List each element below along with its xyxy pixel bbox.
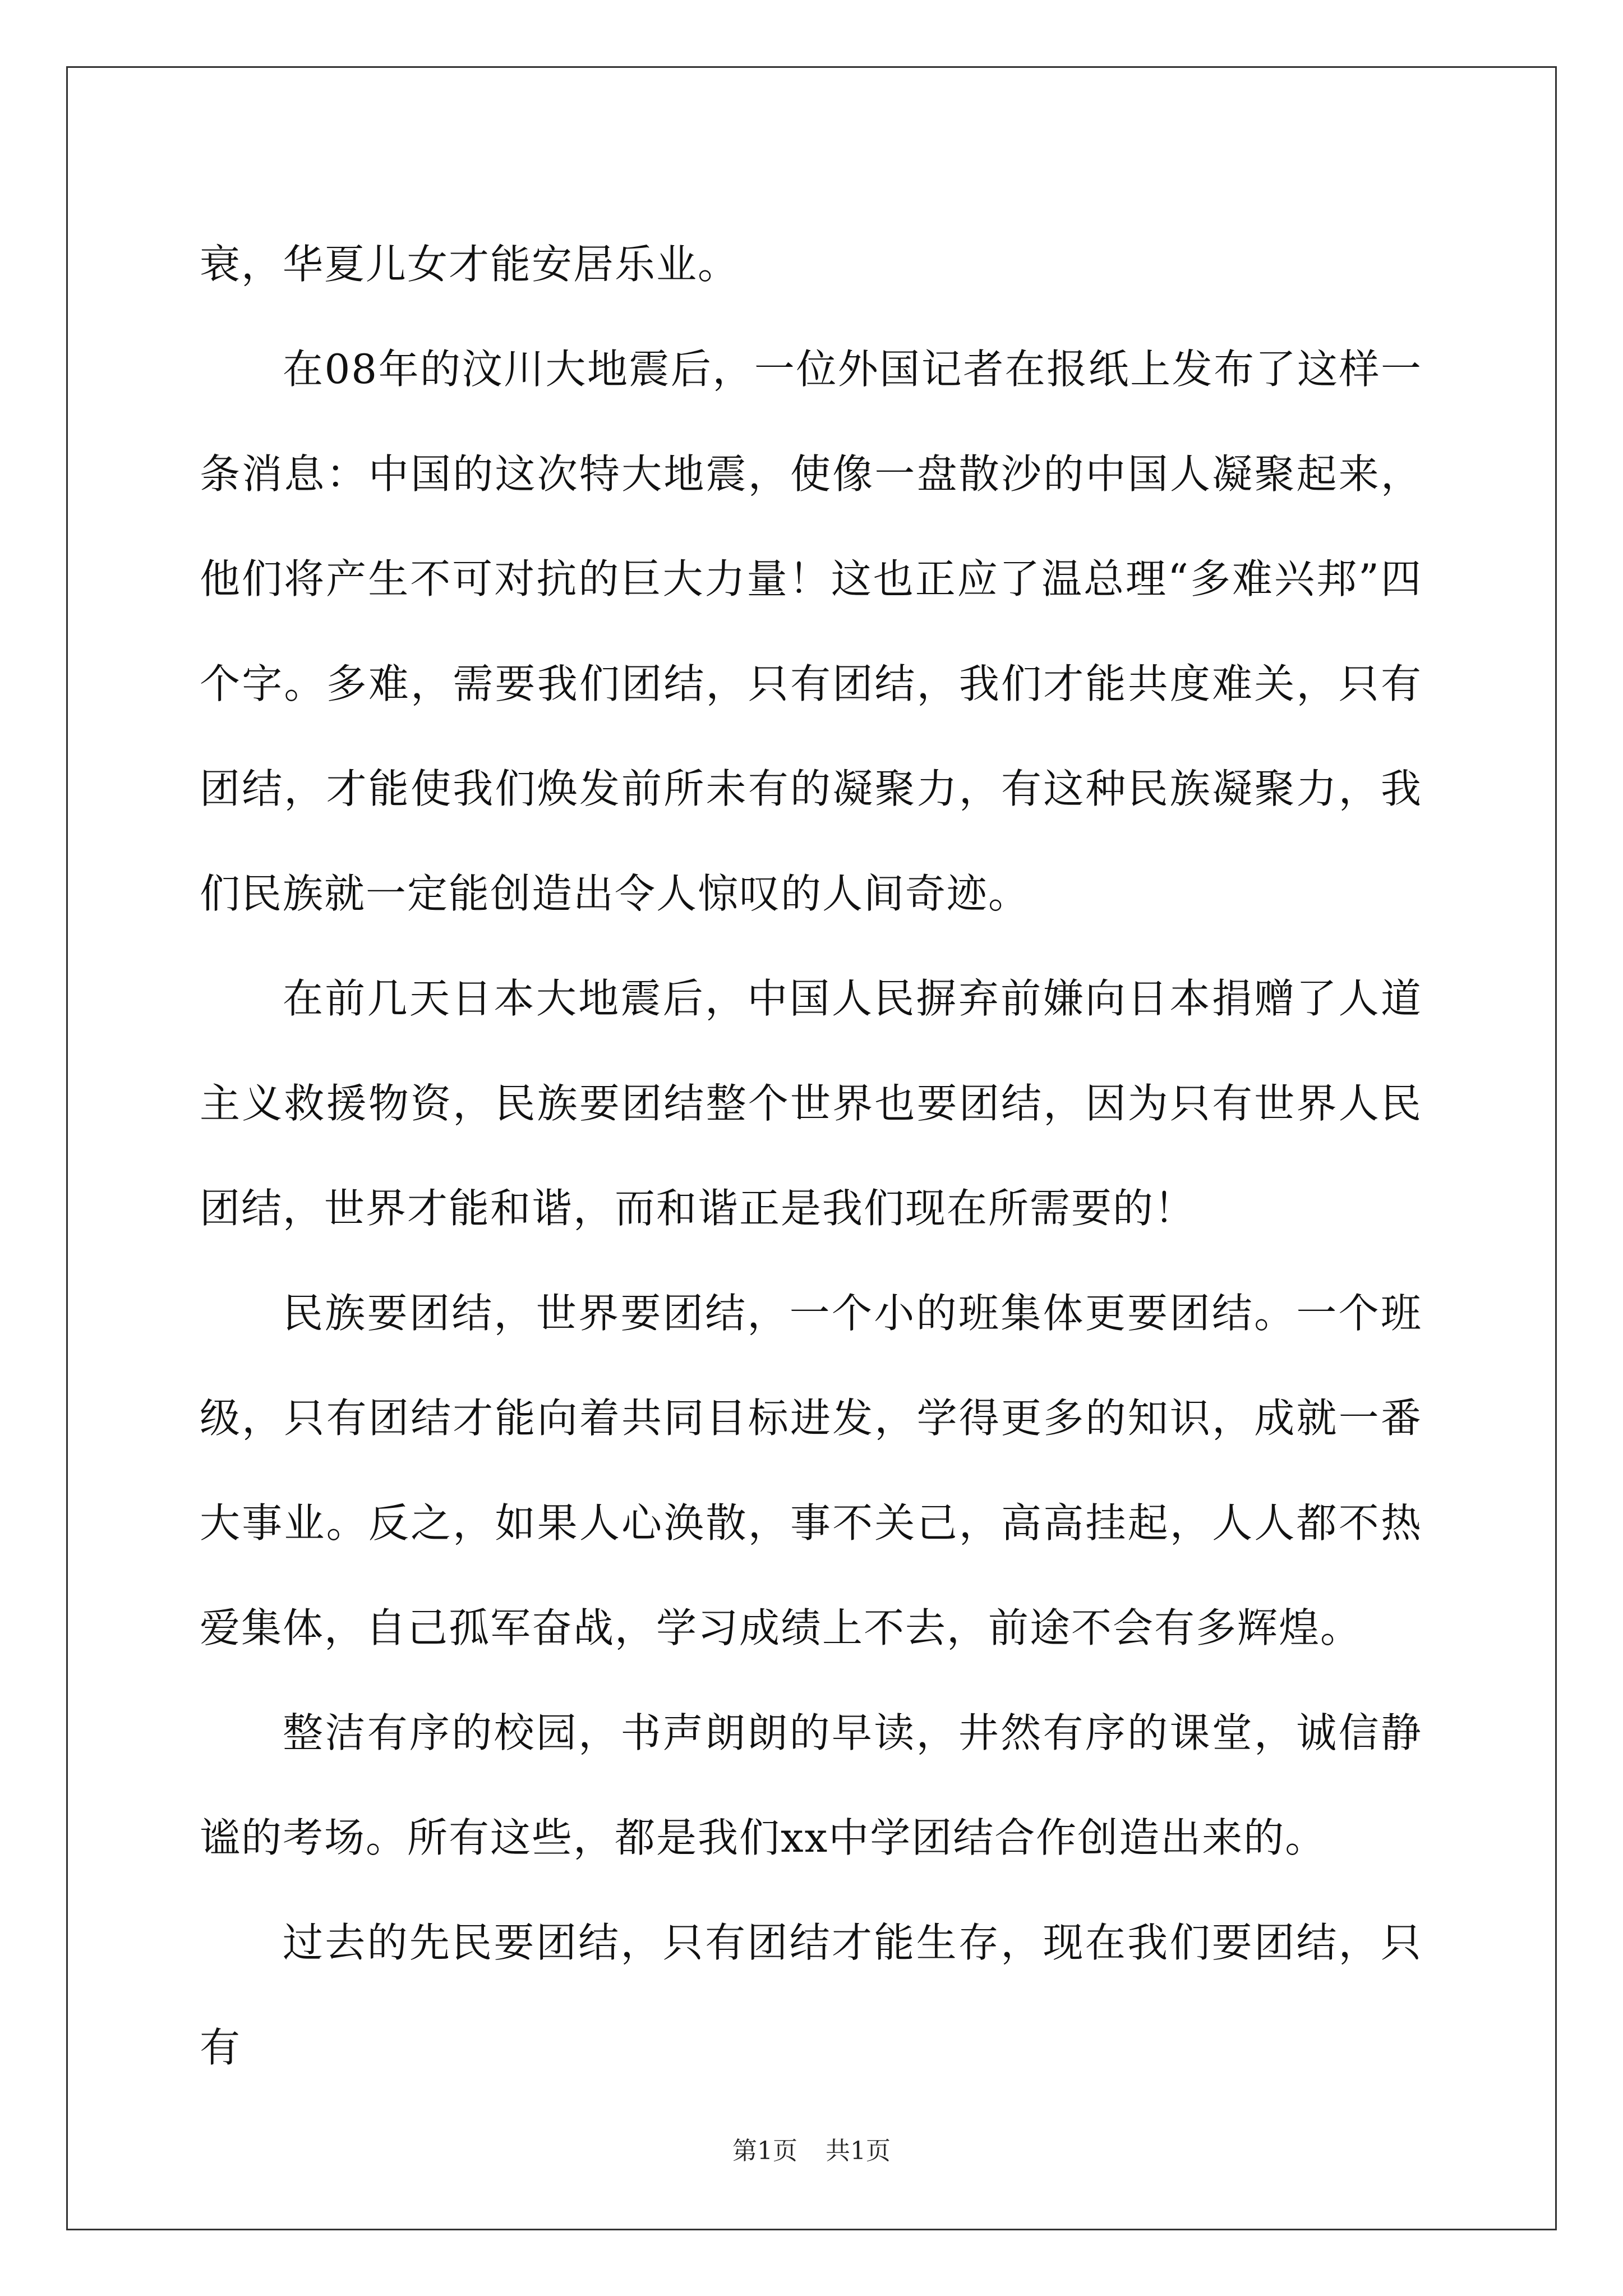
page-footer	[0, 2134, 1623, 2168]
paragraph: 衰，华夏儿女才能安居乐业。	[200, 241, 740, 288]
paragraph: 整洁有序的校园，书声朗朗的早读，井然有序的课堂，诚信静谧的考场。所有这些，都是我们xx中学团结合作创造出来的。	[200, 1709, 1422, 1861]
paragraph: 在前几天日本大地震后，中国人民摒弃前嫌向日本捐赠了人道主义救援物资，民族要团结整个世界也要团结，因为只有世界人民团结，世界才能和谐，而和谐正是我们现在所需要的！	[200, 975, 1422, 1232]
paragraph: 民族要团结，世界要团结，一个小的班集体更要团结。一个班级，只有团结才能向着共同目标进发，学得更多的知识，成就一番大事业。反之，如果人心涣散，事不关己，高高挂起，人人都不热爱集体，自己孤军奋战，学习成绩上不去，前途不会有多辉煌。	[200, 1290, 1422, 1651]
document-body	[200, 212, 1422, 2100]
paragraph: 在08年的汶川大地震后，一位外国记者在报纸上发布了这样一条消息：中国的这次特大地震，使像一盘散沙的中国人凝聚起来，他们将产生不可对抗的巨大力量！这也正应了温总理“多难兴邦”四个字。多难，需要我们团结，只有团结，我们才能共度难关，只有团结，才能使我们焕发前所未有的凝聚力，有这种民族凝聚力，我们民族就一定能创造出令人惊叹的人间奇迹。	[200, 346, 1422, 917]
paragraph: 过去的先民要团结，只有团结才能生存，现在我们要团结，只有	[200, 1919, 1422, 2071]
page-total: 共1页	[826, 2137, 891, 2165]
page-number: 第1页	[732, 2137, 797, 2165]
